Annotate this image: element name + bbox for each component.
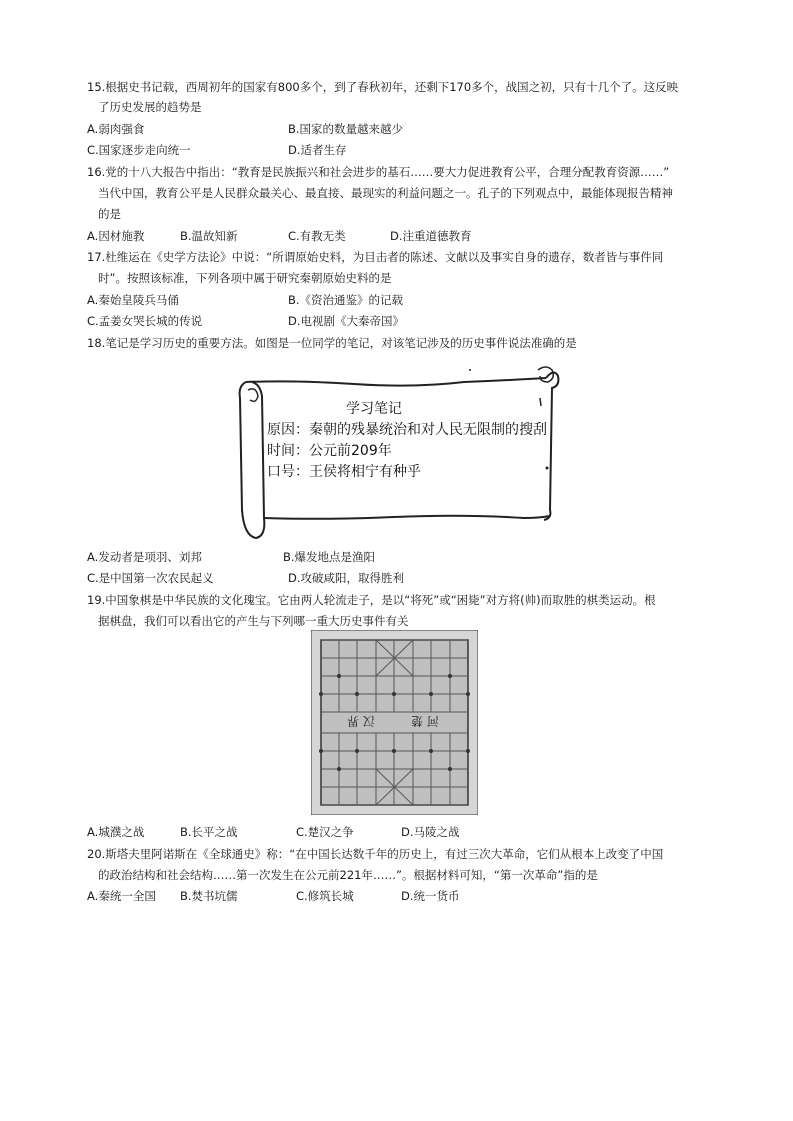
q16-option-d: D.注重道德教育 (390, 229, 472, 243)
q20-option-a: A.秦统一全国 (87, 889, 156, 903)
river-right-text: 河 楚 (411, 714, 439, 728)
q15-option-c: C.国家逐步走向统一 (87, 143, 191, 157)
q15-line-1: 15.根据史书记载，西周初年的国家有800多个，到了春秋初年，还剩下170多个，战国之初，只有十几个了。这反映 (87, 80, 679, 94)
q15-option-a: A.弱肉强食 (87, 122, 145, 136)
q15-option-b: B.国家的数量越来越少 (288, 122, 404, 136)
q18-line-1: 18.笔记是学习历史的重要方法。如图是一位同学的笔记，对该笔记涉及的历史事件说法准确的是 (87, 336, 577, 350)
q18-option-c: C.是中国第一次农民起义 (87, 571, 214, 585)
q19-option-c: C.楚汉之争 (296, 825, 354, 839)
q18-option-b: B.爆发地点是渔阳 (283, 550, 376, 564)
q17-option-d: D.电视剧《大秦帝国》 (288, 314, 405, 328)
q20-option-c: C.修筑长城 (296, 889, 354, 903)
q15-option-d: D.适者生存 (288, 143, 347, 157)
q20-option-d: D.统一货币 (401, 889, 460, 903)
q20-option-b: B.焚书坑儒 (180, 889, 238, 903)
note-time: 时间：公元前209年 (267, 443, 392, 459)
q19-option-a: A.城濮之战 (87, 825, 145, 839)
note-cause: 原因：秦朝的残暴统治和对人民无限制的搜刮 (267, 422, 547, 438)
q19-option-d: D.马陵之战 (401, 825, 460, 839)
q17-option-a: A.秦始皇陵兵马俑 (87, 293, 179, 307)
q19-line-2: 据棋盘，我们可以看出它的产生与下列哪一重大历史事件有关 (98, 614, 409, 628)
q17-line-1: 17.杜维运在《史学方法论》中说：“所谓原始史料，为目击者的陈述、文献以及事实自身的遗存，数者皆与事件同 (87, 250, 664, 264)
q17-option-b: B.《资治通鉴》的记载 (288, 293, 404, 307)
q16-option-a: A.因材施教 (87, 229, 145, 243)
study-note-scroll (234, 360, 562, 542)
xiangqi-board-drawing (311, 630, 478, 815)
q18-option-d: D.攻破咸阳，取得胜利 (288, 571, 405, 585)
q16-line-1: 16.党的十八大报告中指出：“教育是民族振兴和社会进步的基石……要大力促进教育公平，合理分配教育资源……” (87, 165, 670, 179)
q20-line-1: 20.斯塔夫里阿诺斯在《全球通史》称：“在中国长达数千年的历史上，有过三次大革命，它们从根本上改变了中国 (87, 847, 664, 861)
q18-option-a: A.发动者是项羽、刘邦 (87, 550, 202, 564)
q19-option-b: B.长平之战 (180, 825, 238, 839)
note-slogan: 口号：王侯将相宁有种乎 (267, 464, 421, 480)
q16-line-2: 当代中国，教育公平是人民群众最关心、最直接、最现实的利益问题之一。孔子的下列观点中，最能体现报告精神 (98, 186, 673, 200)
note-title: 学习笔记 (346, 401, 402, 417)
q16-line-3: 的是 (98, 207, 121, 221)
q15-line-2: 了历史发展的趋势是 (98, 100, 202, 114)
q19-line-1: 19.中国象棋是中华民族的文化瑰宝。它由两人轮流走子，是以“将死”或“困毙”对方将(帅)而取胜的棋类运动。根 (87, 593, 656, 607)
q16-option-b: B.温故知新 (180, 229, 238, 243)
xiangqi-board (311, 630, 478, 815)
q17-line-2: 时”。按照该标准，下列各项中属于研究秦朝原始史料的是 (98, 271, 392, 285)
river-left-text: 汉 界 (347, 714, 375, 728)
q20-line-2: 的政治结构和社会结构……第一次发生在公元前221年……”。根据材料可知，“第一次革命”指的是 (98, 868, 598, 882)
q16-option-c: C.有教无类 (288, 229, 346, 243)
q17-option-c: C.孟姜女哭长城的传说 (87, 314, 203, 328)
